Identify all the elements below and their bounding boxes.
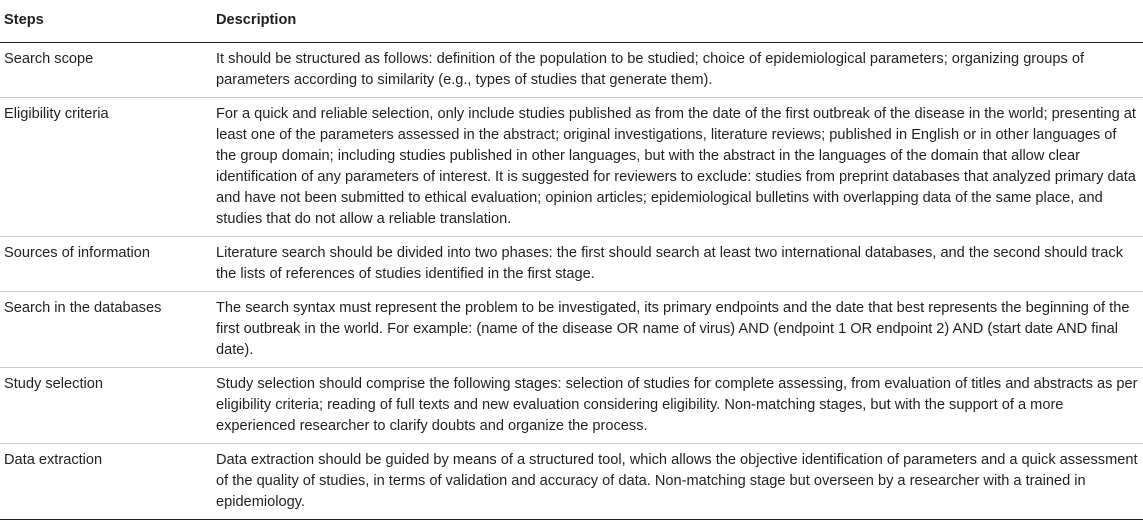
description-cell: Data extraction should be guided by means of a structured tool, which allows the objective identification of parameters and a quick assessment of the quality of studies, in terms of validation and accuracy of data. Non-matching stage but overseen by a researcher with a trained in epidemiology. xyxy=(212,444,1143,520)
description-cell: For a quick and reliable selection, only include studies published as from the date of the first outbreak of the disease in the world; presenting at least one of the parameters assessed in the abstract; original investigations, literature reviews; published in English or in other languages of the group domain; including studies published in other languages, but with the abstract in the languages of the domain that allow clear identification of any parameters of interest. It is suggested for reviewers to exclude: studies from preprint databases that analyzed primary data and have not been submitted to ethical evaluation; opinion articles; epidemiological bulletins with overlapping data of the same place, and studies that do not allow a reliable translation. xyxy=(212,98,1143,237)
table-row xyxy=(0,98,1143,237)
table-body xyxy=(0,43,1143,520)
table-header xyxy=(0,0,1143,43)
step-cell: Study selection xyxy=(0,368,212,444)
description-cell: Literature search should be divided into two phases: the first should search at least two international databases, and the second should track the lists of references of studies identified in the first stage. xyxy=(212,237,1143,292)
header-steps: Steps xyxy=(0,0,212,43)
description-cell: The search syntax must represent the problem to be investigated, its primary endpoints and the date that best represents the beginning of the first outbreak in the world. For example: (name of the disease OR name of virus) AND (endpoint 1 OR endpoint 2) AND (start date AND final date). xyxy=(212,292,1143,368)
table-row xyxy=(0,237,1143,292)
step-cell: Search scope xyxy=(0,43,212,98)
table-row xyxy=(0,292,1143,368)
table-row xyxy=(0,43,1143,98)
table-row xyxy=(0,368,1143,444)
header-row xyxy=(0,0,1143,43)
step-cell: Sources of information xyxy=(0,237,212,292)
step-cell: Data extraction xyxy=(0,444,212,520)
header-description: Description xyxy=(212,0,1143,43)
description-cell: It should be structured as follows: definition of the population to be studied; choice of epidemiological parameters; organizing groups of parameters according to similarity (e.g., types of studies that generate them). xyxy=(212,43,1143,98)
step-cell: Eligibility criteria xyxy=(0,98,212,237)
step-cell: Search in the databases xyxy=(0,292,212,368)
table-row xyxy=(0,444,1143,520)
description-cell: Study selection should comprise the following stages: selection of studies for complete assessing, from evaluation of titles and abstracts as per eligibility criteria; reading of full texts and new evaluation considering eligibility. Non-matching stages, but with the support of a more experienced researcher to clarify doubts and organize the process. xyxy=(212,368,1143,444)
